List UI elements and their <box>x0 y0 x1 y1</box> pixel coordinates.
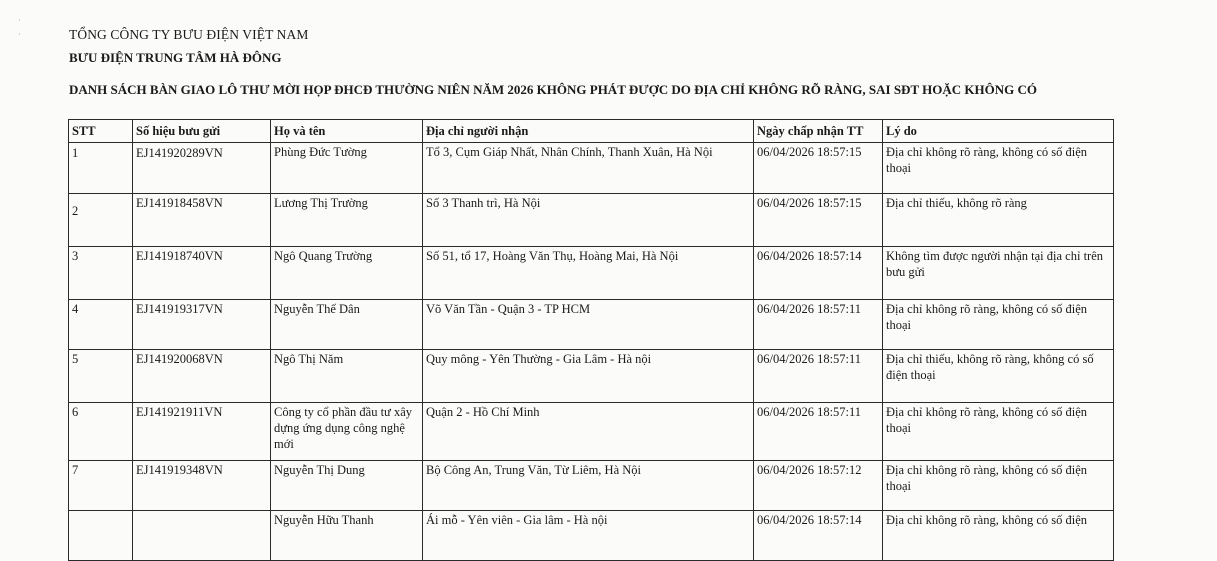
handover-table <box>68 119 1114 561</box>
col-header-name: Họ và tên <box>271 120 423 143</box>
table-row <box>69 511 1114 561</box>
cell-address: Ái mỗ - Yên viên - Gia lâm - Hà nội <box>423 511 754 561</box>
cell-address: Số 3 Thanh trì, Hà Nội <box>423 194 754 247</box>
cell-code: EJ141919317VN <box>133 300 271 350</box>
cell-reason: Địa chỉ không rõ ràng, không có số điện thoại <box>883 461 1114 511</box>
cell-stt: 2 <box>69 194 133 247</box>
col-header-code: Số hiệu bưu gửi <box>133 120 271 143</box>
table-header-row <box>69 120 1114 143</box>
cell-reason: Địa chỉ không rõ ràng, không có số điện <box>883 511 1114 561</box>
cell-date: 06/04/2026 18:57:15 <box>754 194 883 247</box>
cell-name: Nguyễn Thế Dân <box>271 300 423 350</box>
cell-date: 06/04/2026 18:57:11 <box>754 300 883 350</box>
col-header-reason: Lý do <box>883 120 1114 143</box>
cell-name: Công ty cổ phần đầu tư xây dựng ứng dụng công nghệ mới <box>271 403 423 461</box>
cell-stt: 6 <box>69 403 133 461</box>
scan-specks: · · <box>18 16 21 39</box>
cell-stt: 5 <box>69 350 133 403</box>
cell-address: Số 51, tổ 17, Hoàng Văn Thụ, Hoàng Mai, Hà Nội <box>423 247 754 300</box>
cell-stt: 3 <box>69 247 133 300</box>
table-row <box>69 461 1114 511</box>
cell-name: Nguyễn Hữu Thanh <box>271 511 423 561</box>
cell-date: 06/04/2026 18:57:14 <box>754 247 883 300</box>
cell-name: Ngô Quang Trường <box>271 247 423 300</box>
cell-name: Nguyễn Thị Dung <box>271 461 423 511</box>
table-row <box>69 194 1114 247</box>
table-row <box>69 350 1114 403</box>
cell-date: 06/04/2026 18:57:11 <box>754 350 883 403</box>
cell-code: EJ141918458VN <box>133 194 271 247</box>
cell-reason: Địa chỉ không rõ ràng, không có số điện thoại <box>883 300 1114 350</box>
table-row <box>69 143 1114 194</box>
cell-reason: Không tìm được người nhận tại địa chỉ trên bưu gửi <box>883 247 1114 300</box>
table-row <box>69 300 1114 350</box>
col-header-address: Địa chỉ người nhận <box>423 120 754 143</box>
cell-date: 06/04/2026 18:57:12 <box>754 461 883 511</box>
cell-stt <box>69 511 133 561</box>
col-header-stt: STT <box>69 120 133 143</box>
cell-date: 06/04/2026 18:57:15 <box>754 143 883 194</box>
organization-name: TỔNG CÔNG TY BƯU ĐIỆN VIỆT NAM <box>69 27 309 42</box>
cell-stt: 7 <box>69 461 133 511</box>
cell-address: Võ Văn Tần - Quận 3 - TP HCM <box>423 300 754 350</box>
cell-address: Tổ 3, Cụm Giáp Nhất, Nhân Chính, Thanh Xuân, Hà Nội <box>423 143 754 194</box>
cell-name: Lương Thị Trường <box>271 194 423 247</box>
cell-name: Ngô Thị Năm <box>271 350 423 403</box>
cell-name: Phùng Đức Tường <box>271 143 423 194</box>
cell-code: EJ141919348VN <box>133 461 271 511</box>
cell-address: Quận 2 - Hồ Chí Minh <box>423 403 754 461</box>
cell-reason: Địa chỉ thiếu, không rõ ràng <box>883 194 1114 247</box>
cell-code: EJ141920068VN <box>133 350 271 403</box>
cell-reason: Địa chỉ thiếu, không rõ ràng, không có số điện thoại <box>883 350 1114 403</box>
cell-address: Bộ Công An, Trung Văn, Từ Liêm, Hà Nội <box>423 461 754 511</box>
cell-address: Quy mông - Yên Thường - Gia Lâm - Hà nội <box>423 350 754 403</box>
cell-stt: 1 <box>69 143 133 194</box>
branch-name: BƯU ĐIỆN TRUNG TÂM HÀ ĐÔNG <box>69 50 282 65</box>
cell-reason: Địa chỉ không rõ ràng, không có số điện thoại <box>883 143 1114 194</box>
cell-date: 06/04/2026 18:57:11 <box>754 403 883 461</box>
cell-code: EJ141920289VN <box>133 143 271 194</box>
cell-code: EJ141921911VN <box>133 403 271 461</box>
col-header-date: Ngày chấp nhận TT <box>754 120 883 143</box>
cell-code <box>133 511 271 561</box>
table-row <box>69 247 1114 300</box>
cell-stt: 4 <box>69 300 133 350</box>
table-row <box>69 403 1114 461</box>
cell-reason: Địa chỉ không rõ ràng, không có số điện thoại <box>883 403 1114 461</box>
cell-date: 06/04/2026 18:57:14 <box>754 511 883 561</box>
document-title: DANH SÁCH BÀN GIAO LÔ THƯ MỜI HỌP ĐHCĐ THƯỜNG NIÊN NĂM 2026 KHÔNG PHÁT ĐƯỢC DO ĐỊA CHỈ KHÔNG RÕ RÀNG, SAI SĐT HOẶC KHÔNG CÓ <box>69 82 1037 97</box>
cell-code: EJ141918740VN <box>133 247 271 300</box>
